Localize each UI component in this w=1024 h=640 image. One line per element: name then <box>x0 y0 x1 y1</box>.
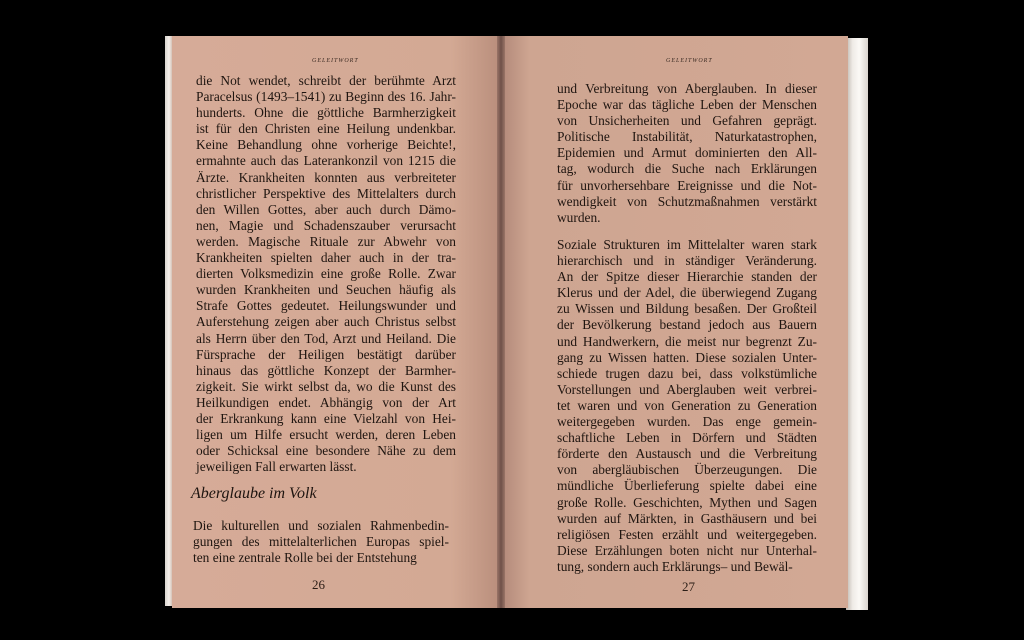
left-body-text <box>196 73 456 475</box>
text-line: schaftliche Leben in Dörfern und Städten <box>557 430 817 446</box>
text-line: Heilkundigen endet. Abhängig von der Art <box>196 394 456 410</box>
text-line: Epidemien und Armut dominierten den All- <box>557 145 817 161</box>
text-line: und Handwerkern, die meist nur begrenzt Zu- <box>557 333 817 349</box>
text-line: als Herrn über den Tod, Arzt und Heiland. Die <box>196 330 456 346</box>
text-line: gang zu Wissen hatten. Diese sozialen Unter- <box>557 349 817 365</box>
text-line: wurden auf Märkten, in Gasthäusern und bei <box>557 510 817 526</box>
text-line: Auferstehung zeigen aber auch Christus selbst <box>196 314 456 330</box>
text-line: Diese Erzählungen boten nicht nur Unterhal- <box>557 542 817 558</box>
text-line: ten eine zentrale Rolle bei der Entstehung <box>193 550 417 566</box>
text-line: Krankheiten spielten daher auch in der tra- <box>196 250 456 266</box>
text-line: und Verbreitung von Aberglauben. In dieser <box>557 81 817 96</box>
text-line: zigkeit. Sie wirkt selbst da, wo die Kunst des <box>196 378 456 394</box>
text-line: tag, wodurch die Suche nach Erklärungen <box>557 161 817 177</box>
text-line: ermahnte auch das Laterankonzil von 1215 die <box>196 153 456 169</box>
text-line: An der Spitze dieser Hierarchie standen der <box>557 269 817 285</box>
text-line: gungen des mittelalterlichen Europas spiel- <box>193 534 449 550</box>
text-line: Politische Instabilität, Naturkatastrophen, <box>557 129 817 145</box>
text-line: Fürsprache der Heiligen bestätigt darüber <box>196 346 456 362</box>
text-line: für unvorhersehbare Ereignisse und die Not- <box>557 177 817 193</box>
text-line: tung, sondern auch Erklärungs– und Bewäl- <box>557 558 793 574</box>
page-block-edge <box>846 38 868 610</box>
text-line: der Bevölkerung bestand jedoch aus Bauern <box>557 317 817 333</box>
text-line: wurden Krankheiten und Seuchen häufig als <box>196 282 456 298</box>
left-running-head: GELEITWORT <box>312 58 359 64</box>
text-line: zu Wissen und Bildung besaßen. Der Großteil <box>557 301 817 317</box>
text-line: ist für den Christen eine Heilung undenkbar. <box>196 121 456 137</box>
page-number-right: 27 <box>682 579 695 594</box>
text-line: tet waren und von Generation zu Generation <box>557 397 817 413</box>
section-heading: Aberglaube im Volk <box>191 485 317 502</box>
text-line: oder Schicksal eine besondere Nähe zu dem <box>196 443 456 459</box>
text-line: Klerus und der Adel, die überwiegend Zugang <box>557 285 817 301</box>
right-section-text <box>557 237 817 575</box>
text-line: Paracelsus (1493–1541) zu Beginn des 16. Jahr- <box>196 89 456 105</box>
text-line: Ärzte. Krankheiten konnten aus verbreiteter <box>196 169 456 185</box>
book-gutter <box>497 36 505 608</box>
text-line: wurden. <box>557 209 601 225</box>
text-line: christlicher Perspektive des Mittelalters durch <box>196 185 456 201</box>
text-line: nen, Magie und Schadenszauber verursacht <box>196 217 456 233</box>
page-number-left: 26 <box>312 577 325 592</box>
left-section-text <box>193 518 449 566</box>
text-line: wendigkeit von Schutzmaßnahmen verstärkt <box>557 193 817 209</box>
text-line: von abergläubischen Überzeugungen. Die <box>557 462 817 478</box>
text-line: Epoche war das tägliche Leben der Menschen <box>557 97 817 113</box>
text-line: Die kulturellen und sozialen Rahmenbedin- <box>193 518 449 533</box>
text-line: Soziale Strukturen im Mittelalter waren stark <box>557 237 817 252</box>
text-line: jeweiligen Fall erwarten lässt. <box>196 459 357 475</box>
text-line: Vorstellungen und Aberglauben weit verbrei- <box>557 381 817 397</box>
text-line: große Rolle. Geschichten, Mythen und Sagen <box>557 494 817 510</box>
text-line: werden. Magische Rituale zur Abwehr von <box>196 233 456 249</box>
text-line: den Willen Gottes, aber auch durch Dämo- <box>196 201 456 217</box>
text-line: förderte den Austausch und die Verbreitung <box>557 446 817 462</box>
text-line: weitergegeben wurden. Das enge gemein- <box>557 414 817 430</box>
text-line: ligen um Hilfe ersucht werden, deren Leben <box>196 427 456 443</box>
text-line: dierten Volksmedizin eine große Rolle. Zwar <box>196 266 456 282</box>
text-line: hierarchisch und in ständiger Veränderung. <box>557 253 817 269</box>
text-line: von Unsicherheiten und Gefahren geprägt. <box>557 113 817 129</box>
text-line: mündliche Überlieferung spielte dabei eine <box>557 478 817 494</box>
text-line: die Not wendet, schreibt der berühmte Arzt <box>196 73 456 88</box>
text-line: schiede trugen dazu bei, dass volkstümliche <box>557 365 817 381</box>
text-line: hinaus das göttliche Konzept der Barmher- <box>196 362 456 378</box>
text-line: Keine Behandlung ohne vorherige Beichte!, <box>196 137 456 153</box>
right-running-head: GELEITWORT <box>666 58 713 64</box>
text-line: religiösen Festen erzählt und weitergegeben. <box>557 526 817 542</box>
text-line: der Erkrankung kann eine Vielzahl von Hei- <box>196 410 456 426</box>
text-line: Strafe Gottes gedeutet. Heilungswunder und <box>196 298 456 314</box>
text-line: hunderts. Ohne die göttliche Barmherzigkeit <box>196 105 456 121</box>
right-body-text <box>557 81 817 226</box>
